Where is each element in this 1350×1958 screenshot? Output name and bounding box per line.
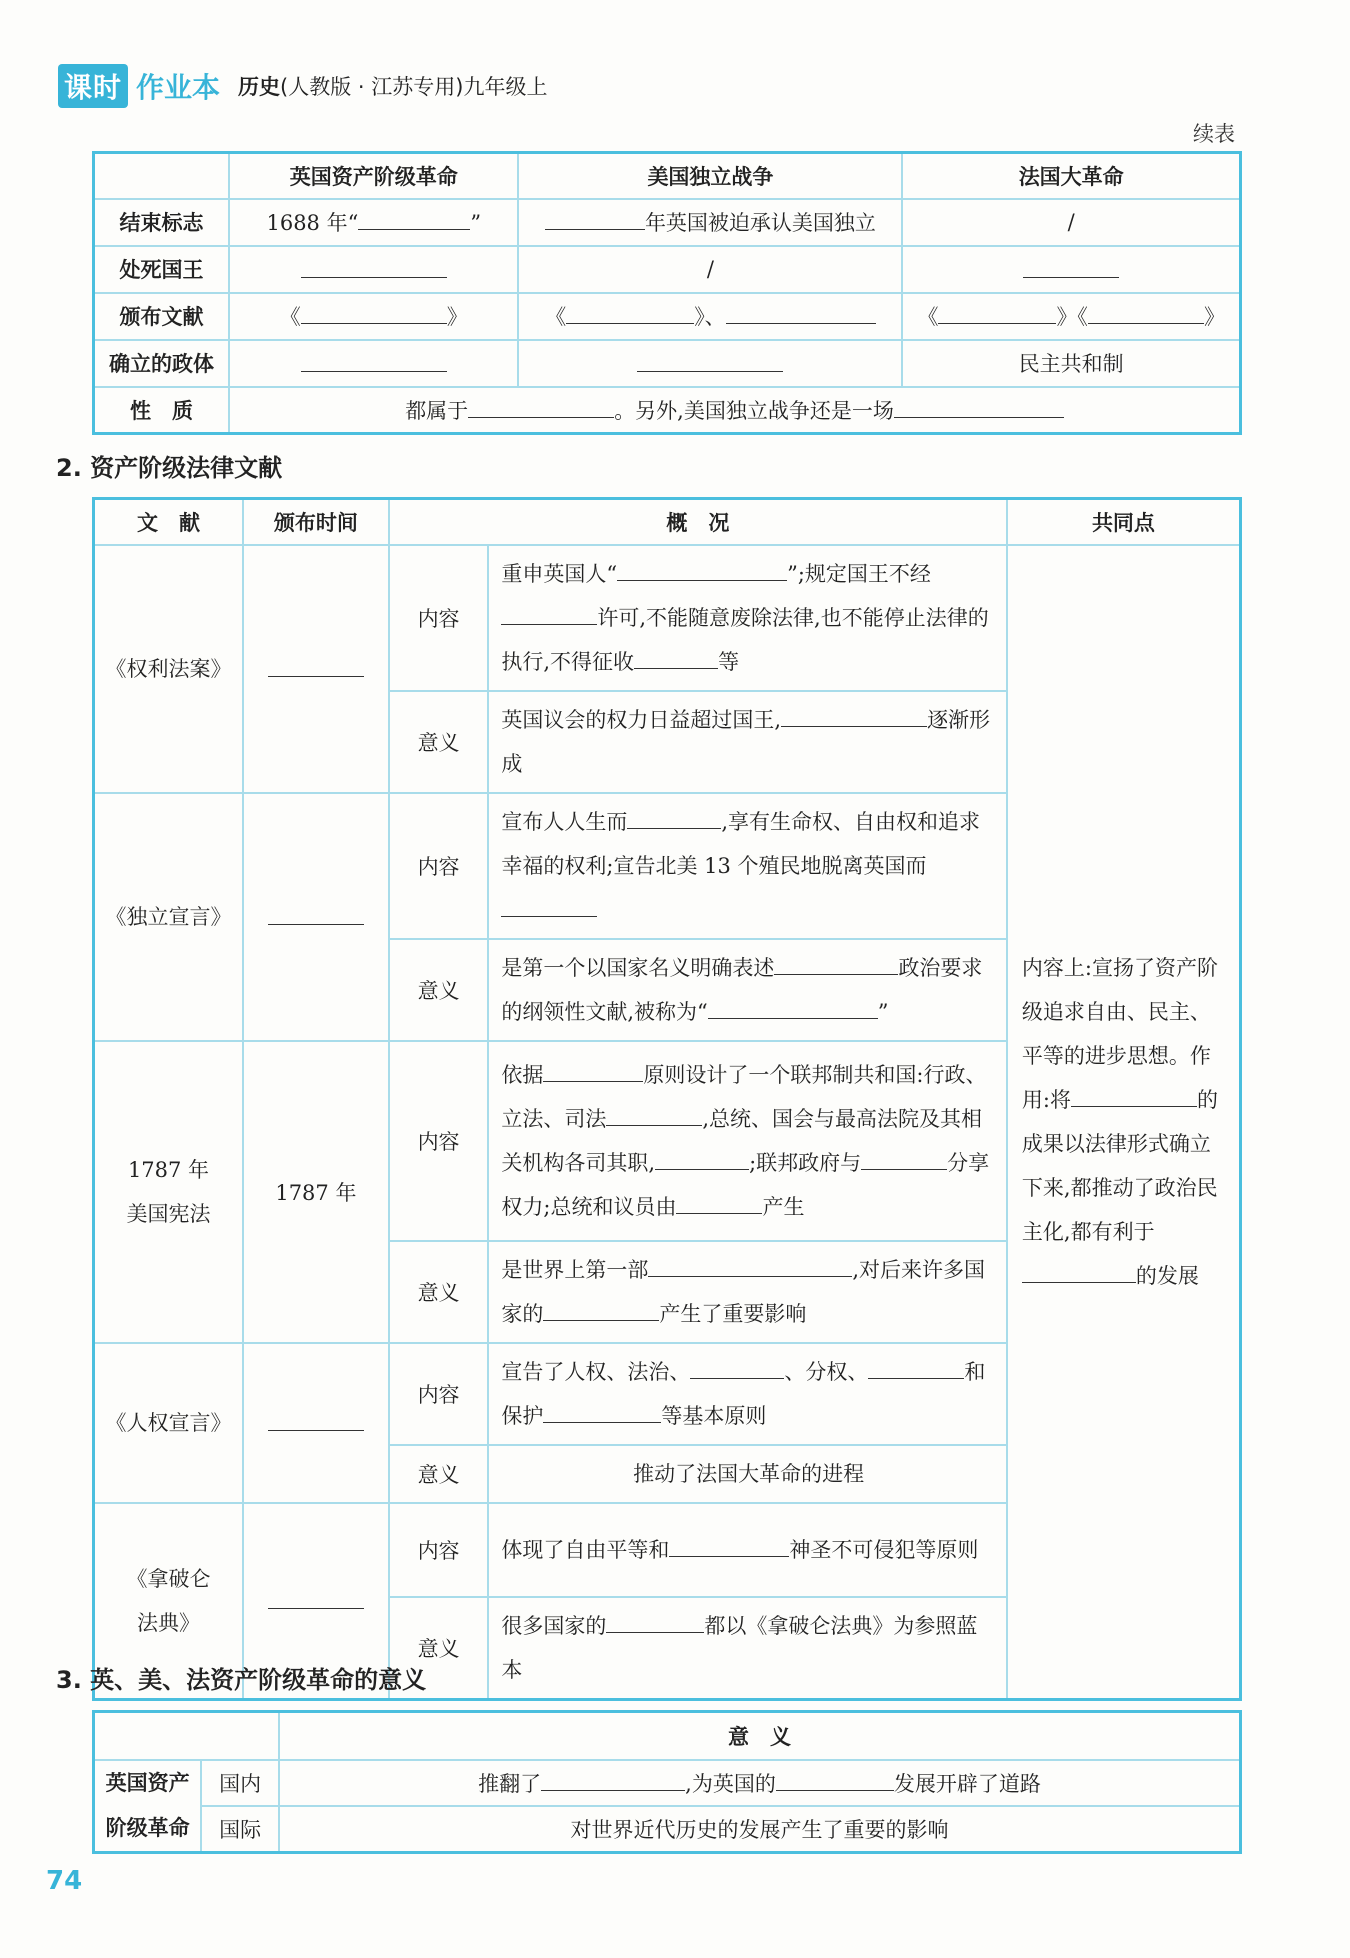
row-label-uk-revolution: [94, 1760, 202, 1853]
header-time: 颁布时间: [243, 499, 389, 545]
header-fr: 法国大革命: [902, 153, 1240, 199]
time-independence: [243, 793, 389, 1041]
documents-uk: [229, 293, 518, 340]
fill-blank[interactable]: [501, 895, 597, 917]
independence-content: [488, 793, 1007, 939]
logo-text: 作业本: [136, 71, 221, 104]
label-meaning: 意义: [389, 1597, 489, 1700]
text: 的发展: [1135, 1263, 1199, 1288]
corner-cell: [94, 1712, 280, 1760]
fill-blank[interactable]: [781, 705, 927, 727]
fill-blank[interactable]: [501, 603, 597, 625]
text: 推翻了: [478, 1771, 542, 1796]
regime-us: [518, 340, 902, 387]
execution-uk: [229, 246, 518, 293]
header-us: 美国独立战争: [518, 153, 902, 199]
header-document: 文 献: [94, 499, 244, 545]
bill-content: [488, 545, 1007, 691]
label-meaning: 意义: [389, 1241, 489, 1343]
regime-uk: [229, 340, 518, 387]
fill-blank[interactable]: [358, 208, 470, 230]
text: 原则设计了一个联邦制共和国:行政、立法、司法: [501, 1062, 987, 1131]
continued-label: 续表: [1193, 122, 1235, 146]
text: 《: [917, 305, 939, 329]
logo-box: 课时: [58, 64, 128, 108]
fill-blank[interactable]: [543, 1401, 661, 1423]
fill-blank[interactable]: [606, 1104, 702, 1126]
row-label-nature: 性 质: [94, 387, 230, 434]
text: 是第一个以国家名义明确表述: [501, 955, 775, 980]
fill-blank[interactable]: [1088, 302, 1204, 324]
fill-blank[interactable]: [637, 350, 783, 372]
fill-blank[interactable]: [634, 647, 718, 669]
text: 逐渐形成: [501, 707, 991, 776]
header-overview: 概 况: [389, 499, 1007, 545]
row-label-documents: 颁布文献: [94, 293, 230, 340]
text: 重申英国人“: [501, 561, 618, 586]
text: 和保护: [501, 1359, 986, 1428]
time-constitution: 1787 年: [243, 1041, 389, 1343]
text: 《拿破仑: [126, 1566, 211, 1591]
label-meaning: 意义: [389, 1445, 489, 1503]
regime-fr: 民主共和制: [902, 340, 1240, 387]
fill-blank[interactable]: [468, 396, 614, 418]
text: 《: [279, 305, 301, 329]
text: 等: [718, 649, 740, 674]
text: 都属于: [405, 398, 469, 423]
text: ,为英国的: [685, 1771, 776, 1796]
constitution-meaning: [488, 1241, 1007, 1343]
label-domestic: 国内: [201, 1760, 279, 1806]
text: 产生了重要影响: [659, 1301, 807, 1326]
fill-blank[interactable]: [268, 655, 364, 677]
text: 》《: [1056, 305, 1088, 329]
text: 的成果以法律形式确立下来,都推动了政治民主化,都有利于: [1021, 1087, 1218, 1244]
text: 、分权、: [784, 1359, 869, 1384]
text: 许可,不能随意废除法律,也不能停止法律的执行,不得征收: [501, 605, 989, 674]
text: 发展开辟了道路: [893, 1771, 1041, 1796]
independence-meaning: [488, 939, 1007, 1041]
text: 宣布人人生而: [501, 809, 628, 834]
section-2-title: 2. 资产阶级法律文献: [56, 454, 283, 482]
row-label-regime: 确立的政体: [94, 340, 230, 387]
header-significance: 意 义: [279, 1712, 1240, 1760]
text: ;联邦政府与: [749, 1150, 862, 1175]
significance-table: [92, 1710, 1242, 1854]
fill-blank[interactable]: [1023, 256, 1119, 278]
text: 1787 年: [127, 1157, 210, 1182]
fill-blank[interactable]: [268, 1409, 364, 1431]
text: ,总统、国会与最高法院及其相关机构各司其职,: [501, 1106, 983, 1175]
bill-meaning: [488, 691, 1007, 793]
international-significance: 对世界近代历史的发展产生了重要的影响: [279, 1806, 1240, 1852]
text: ”: [877, 999, 889, 1024]
fill-blank[interactable]: [268, 1587, 364, 1609]
execution-fr: [902, 246, 1240, 293]
label-content: 内容: [389, 1041, 489, 1241]
doc-us-constitution: [94, 1041, 244, 1343]
fill-blank[interactable]: [541, 1769, 685, 1791]
page-number: 74: [46, 1866, 83, 1896]
edition-label: (人教版 · 江苏专用)九年级上: [280, 75, 548, 99]
documents-us: [518, 293, 902, 340]
text: ,对后来许多国家的: [501, 1257, 986, 1326]
text: 都以《拿破仑法典》为参照蓝本: [501, 1613, 978, 1682]
fill-blank[interactable]: [690, 1357, 784, 1379]
revolution-table: [92, 151, 1242, 435]
fill-blank[interactable]: [545, 208, 645, 230]
domestic-significance: [279, 1760, 1240, 1806]
end-sign-us: [518, 199, 902, 246]
fill-blank[interactable]: [268, 903, 364, 925]
documents-fr: [902, 293, 1240, 340]
fill-blank[interactable]: [868, 1357, 964, 1379]
napoleon-meaning: [488, 1597, 1007, 1700]
fill-blank[interactable]: [543, 1060, 643, 1082]
fill-blank[interactable]: [655, 1148, 749, 1170]
text: 依据: [501, 1062, 544, 1087]
text: 法典》: [137, 1610, 200, 1635]
fill-blank[interactable]: [894, 396, 1064, 418]
label-international: 国际: [201, 1806, 279, 1852]
text: ,享有生命权、自由权和追求幸福的权利;宣告北美 13 个殖民地脱离英国而: [501, 809, 981, 878]
corner-cell: [94, 153, 230, 199]
header-common: 共同点: [1007, 499, 1241, 545]
label-content: 内容: [389, 1503, 489, 1597]
fill-blank[interactable]: [726, 302, 876, 324]
fill-blank[interactable]: [1022, 1261, 1136, 1283]
text: 1688 年“: [266, 211, 359, 235]
section-3-title: 3. 英、美、法资产阶级革命的意义: [56, 1666, 427, 1694]
fill-blank[interactable]: [776, 1769, 894, 1791]
end-sign-uk: [229, 199, 518, 246]
doc-declaration-independence: 《独立宣言》: [94, 793, 244, 1041]
text: 》、: [694, 305, 726, 329]
text: 政治要求的纲领性文献,被称为“: [501, 955, 983, 1024]
time-rights: [243, 1343, 389, 1503]
text: 分享权力;总统和议员由: [501, 1150, 990, 1219]
text: 年英国被迫承认美国独立: [644, 211, 876, 235]
fill-blank[interactable]: [627, 807, 721, 829]
fill-blank[interactable]: [669, 1535, 789, 1557]
text: ”: [470, 211, 482, 235]
rights-meaning: 推动了法国大革命的进程: [488, 1445, 1007, 1503]
text: 美国宪法: [126, 1201, 211, 1226]
nature-cell: [229, 387, 1240, 434]
fill-blank[interactable]: [774, 953, 898, 975]
text: 。另外,美国独立战争还是一场: [614, 398, 894, 423]
fill-blank[interactable]: [648, 1255, 852, 1277]
fill-blank[interactable]: [301, 302, 447, 324]
fill-blank[interactable]: [861, 1148, 947, 1170]
text: 神圣不可侵犯等原则: [789, 1537, 979, 1562]
text: 体现了自由平等和: [501, 1537, 670, 1562]
text: ”;规定国王不经: [787, 561, 931, 586]
label-content: 内容: [389, 1343, 489, 1445]
execution-us: /: [518, 246, 902, 293]
legal-documents-table: [92, 497, 1242, 1701]
text: 英国议会的权力日益超过国王,: [501, 707, 782, 732]
common-points: [1007, 545, 1241, 1700]
text: 是世界上第一部: [501, 1257, 649, 1282]
page-header: [58, 64, 547, 108]
label-meaning: 意义: [389, 691, 489, 793]
fill-blank[interactable]: [1071, 1085, 1197, 1107]
label-content: 内容: [389, 793, 489, 939]
row-label-execution: 处死国王: [94, 246, 230, 293]
text: 内容上:宣扬了资产阶级追求自由、民主、平等的进步思想。作用:将: [1021, 955, 1218, 1112]
fill-blank[interactable]: [301, 256, 447, 278]
fill-blank[interactable]: [676, 1192, 762, 1214]
fill-blank[interactable]: [938, 302, 1056, 324]
book-subtitle: [238, 71, 547, 101]
fill-blank[interactable]: [617, 559, 787, 581]
fill-blank[interactable]: [566, 302, 694, 324]
text: 》: [446, 305, 468, 329]
label-content: 内容: [389, 545, 489, 691]
fill-blank[interactable]: [301, 350, 447, 372]
text: 等基本原则: [661, 1403, 767, 1428]
label-meaning: 意义: [389, 939, 489, 1041]
doc-rights-declaration: 《人权宣言》: [94, 1343, 244, 1503]
text: 英国资产: [105, 1770, 190, 1795]
text: 产生: [762, 1194, 805, 1219]
text: 很多国家的: [501, 1613, 607, 1638]
fill-blank[interactable]: [543, 1299, 659, 1321]
subject-label: 历史: [238, 75, 281, 99]
fill-blank[interactable]: [606, 1611, 704, 1633]
text: 》: [1203, 305, 1225, 329]
text: 宣告了人权、法治、: [501, 1359, 691, 1384]
time-bill: [243, 545, 389, 793]
end-sign-fr: /: [902, 199, 1240, 246]
doc-bill-of-rights: 《权利法案》: [94, 545, 244, 793]
napoleon-content: [488, 1503, 1007, 1597]
row-label-end-sign: 结束标志: [94, 199, 230, 246]
rights-content: [488, 1343, 1007, 1445]
text: 阶级革命: [105, 1815, 190, 1840]
header-uk: 英国资产阶级革命: [229, 153, 518, 199]
text: 《: [545, 305, 567, 329]
fill-blank[interactable]: [708, 997, 878, 1019]
constitution-content: [488, 1041, 1007, 1241]
